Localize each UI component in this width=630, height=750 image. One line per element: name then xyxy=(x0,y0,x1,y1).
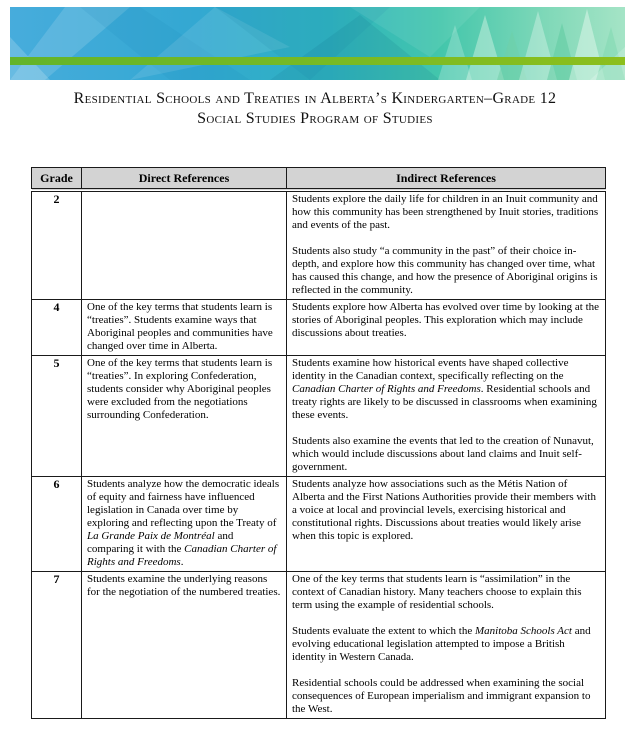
table-row xyxy=(32,190,606,300)
references-table xyxy=(31,167,606,719)
table-row xyxy=(32,300,606,356)
page-title-line-2: Social Studies Program of Studies xyxy=(197,109,433,127)
indirect-references-cell xyxy=(287,477,606,572)
reference-paragraph: Students also examine the events that led to the creation of Nunavut, which would include discussions about land claims and Inuit self-government. xyxy=(292,435,594,473)
indirect-references-cell xyxy=(287,300,606,356)
reference-paragraph: Students also study “a community in the past” of their choice in-depth, and explore how this community has changed over time, what has caused this change, and how the presence of Aboriginal origins is reflected in the community. xyxy=(292,245,598,296)
reference-paragraph: One of the key terms that students learn is “assimilation” in the context of Canadian history. Many teachers choose to explain this term using the example of residential schools. xyxy=(292,573,582,611)
reference-paragraph: Students explore the daily life for children in an Inuit community and how this community has been strengthened by Inuit stories, traditions and events of the past. xyxy=(292,193,599,231)
indirect-references-cell xyxy=(287,572,606,719)
grade-cell: 5 xyxy=(32,356,82,477)
direct-references-cell xyxy=(82,300,287,356)
grade-cell: 4 xyxy=(32,300,82,356)
decorative-banner xyxy=(10,7,625,80)
reference-paragraph: Students analyze how associations such as the Métis Nation of Alberta and the First Nations Authorities provide their members with a voice at local and provincial levels, exercising historical and constitutional rights. Discussions about treaties would likely arise when this topic is explored. xyxy=(292,478,596,542)
reference-paragraph: Students analyze how the democratic ideals of equity and fairness have influenced legislation in Canada over time by exploring and reflecting upon the Treaty of La Grande Paix de Montréal and comparing it with the Canadian Charter of Rights and Freedoms. xyxy=(87,478,280,568)
column-header-direct-references: Direct References xyxy=(82,168,287,191)
page-title-line-1: Residential Schools and Treaties in Alberta’s Kindergarten–Grade 12 xyxy=(73,90,557,107)
table-header-row xyxy=(32,168,606,191)
table-row xyxy=(32,356,606,477)
direct-references-cell xyxy=(82,190,287,300)
indirect-references-cell xyxy=(287,356,606,477)
direct-references-cell xyxy=(82,356,287,477)
reference-paragraph: Students examine the underlying reasons for the negotiation of the numbered treaties. xyxy=(87,573,281,598)
column-header-grade: Grade xyxy=(32,168,82,191)
reference-paragraph: One of the key terms that students learn is “treaties”. Students examine ways that Aboriginal peoples and communities have changed over time in Alberta. xyxy=(87,301,273,352)
table-body xyxy=(32,190,606,719)
reference-paragraph: One of the key terms that students learn is “treaties”. In exploring Confederation, students consider why Aboriginal peoples were excluded from the negotiations surrounding Confederation. xyxy=(87,357,273,421)
reference-paragraph: Residential schools could be addressed when examining the social consequences of European imperialism and immigrant expansion to the West. xyxy=(292,677,591,715)
column-header-indirect-references: Indirect References xyxy=(287,168,606,191)
grade-cell: 6 xyxy=(32,477,82,572)
table-row xyxy=(32,477,606,572)
indirect-references-cell xyxy=(287,190,606,300)
reference-paragraph: Students explore how Alberta has evolved over time by looking at the stories of Aboriginal peoples. This exploration which may include discussions about treaties. xyxy=(292,301,600,339)
grade-cell: 2 xyxy=(32,190,82,300)
direct-references-cell xyxy=(82,572,287,719)
reference-paragraph: Students evaluate the extent to which the Manitoba Schools Act and evolving educational legislation attempted to impose a British identity in Western Canada. xyxy=(292,625,591,663)
page-title xyxy=(0,89,630,128)
table-row xyxy=(32,572,606,719)
direct-references-cell xyxy=(82,477,287,572)
reference-paragraph: Students examine how historical events have shaped collective identity in the Canadian context, specifically reflecting on the Canadian Charter of Rights and Freedoms. Residential schools and treaty rights are likely to be discussed in classrooms when examining these events. xyxy=(292,357,597,421)
grade-cell: 7 xyxy=(32,572,82,719)
banner-geometric-graphic xyxy=(10,7,625,80)
